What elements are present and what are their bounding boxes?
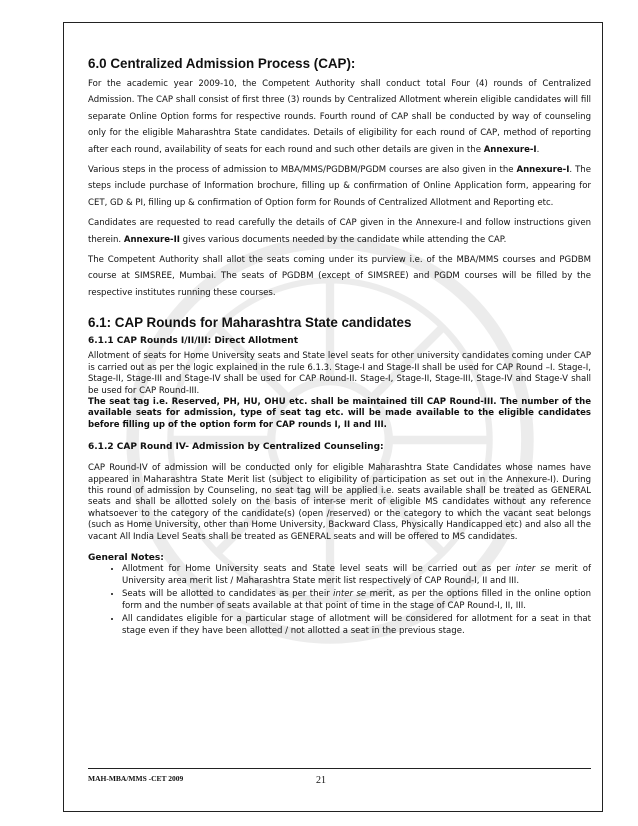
footer-document-title: MAH-MBA/MMS -CET 2009 bbox=[88, 774, 184, 783]
general-note-2: • Seats will be allotted to candidates as per their inter se merit, as per the options filled in the online option form and the number of seats available at that point of time in the stage of CAP Round-I, II, III. bbox=[122, 589, 591, 612]
subsection-6-1-2-paragraph: CAP Round-IV of admission will be conducted only for eligible Maharashtra State Candidates whose names have appeared in Maharashtra State Merit list (subject to eligibility of participation as set out in the Annexure-I). During this round of admission by Counseling, no seat tag will be applied i.e. seats available shall be treated as GENERAL seats and shall be allotted solely on the basis of inter-se merit of eligible MS candidates without any reference whatsoever to the category of the candidate(s) (open /reserved) or the category to which the vacant seat belongs (such as Home University, other than Home University, Backward Class, Physically Handicapped etc) and also all the vacant All India Level Seats shall be treated as GENERAL seats and will be offered to MS candidates. bbox=[88, 463, 591, 542]
page-footer bbox=[88, 768, 591, 786]
subsection-6-1-2-title: 6.1.2 CAP Round IV- Admission by Centralized Counseling: bbox=[88, 442, 384, 453]
section-6-1-title: 6.1: CAP Rounds for Maharashtra State candidates bbox=[88, 315, 412, 331]
general-note-1: • Allotment for Home University seats and State level seats will be carried out as per inter se merit of University area merit list / Maharashtra State merit list respectively of CAP Round-I, II and III. bbox=[122, 564, 591, 587]
section-6-0-title: 6.0 Centralized Admission Process (CAP): bbox=[88, 56, 356, 71]
subsection-6-1-1-bold-paragraph: The seat tag i.e. Reserved, PH, HU, OHU etc. shall be maintained till CAP Round-III. The number of the available seats for admission, type of seat tag etc. will be made available to the eligible candidates before filling up of the option form for CAP rounds I, II and III. bbox=[88, 396, 591, 430]
subsection-6-1-1-paragraph: Allotment of seats for Home University seats and State level seats for other university candidates coming under CAP is carried out as per the logic explained in the rule 6.1.3. Stage-I and Stage-II shall be used for CAP Round –I. Stage-I, Stage-II, Stage-III and Stage-IV shall be used for CAP Round-II. Stage-I, Stage-II, Stage-III, Stage-IV and Stage-V shall be used for CAP Round-III. bbox=[88, 351, 591, 396]
section-6-0-paragraph-4: The Competent Authority shall allot the seats coming under its purview i.e. of the MBA/MMS courses and PGDBM course at SIMSREE, Mumbai. The seats of PGDBM (except of SIMSREE) and PGDM courses will be filled by the respective institutes running these courses. bbox=[88, 255, 591, 298]
section-6-0-paragraph-3: Candidates are requested to read carefully the details of CAP given in the Annexure-I and follow instructions given therein. Annexure-II gives various documents needed by the candidate while attending the CAP. bbox=[88, 218, 591, 245]
subsection-6-1-1-title: 6.1.1 CAP Rounds I/II/III: Direct Allotment bbox=[88, 336, 298, 347]
general-notes-title: General Notes: bbox=[88, 552, 164, 563]
section-6-0-paragraph-1: For the academic year 2009-10, the Competent Authority shall conduct total Four (4) rounds of Centralized Admission. The CAP shall consist of first three (3) rounds by Centralized Allotment wherein eligible candidates will fill separate Online Option forms for respective rounds. Fourth round of CAP shall be conducted by way of counseling only for the eligible Maharashtra State candidates. Details of eligibility for each round of CAP, method of reporting after each round, availability of seats for each round and such other details are given in the Annexure-I. bbox=[88, 79, 591, 155]
content-area bbox=[88, 56, 591, 640]
general-notes-list bbox=[88, 564, 591, 638]
footer-page-number: 21 bbox=[316, 775, 326, 786]
general-note-3: • All candidates eligible for a particular stage of allotment will be considered for allotment for a seat in that stage even if they have been allotted / not allotted a seat in the previous stage. bbox=[122, 614, 591, 637]
section-6-0-paragraph-2: Various steps in the process of admission to MBA/MMS/PGDBM/PGDM courses are also given in the Annexure-I. The steps include purchase of Information brochure, filling up & confirmation of Online Application form, appearing for CET, GD & PI, filling up & confirmation of Option form for Rounds of Centralized Allotment and Reporting etc. bbox=[88, 165, 591, 208]
